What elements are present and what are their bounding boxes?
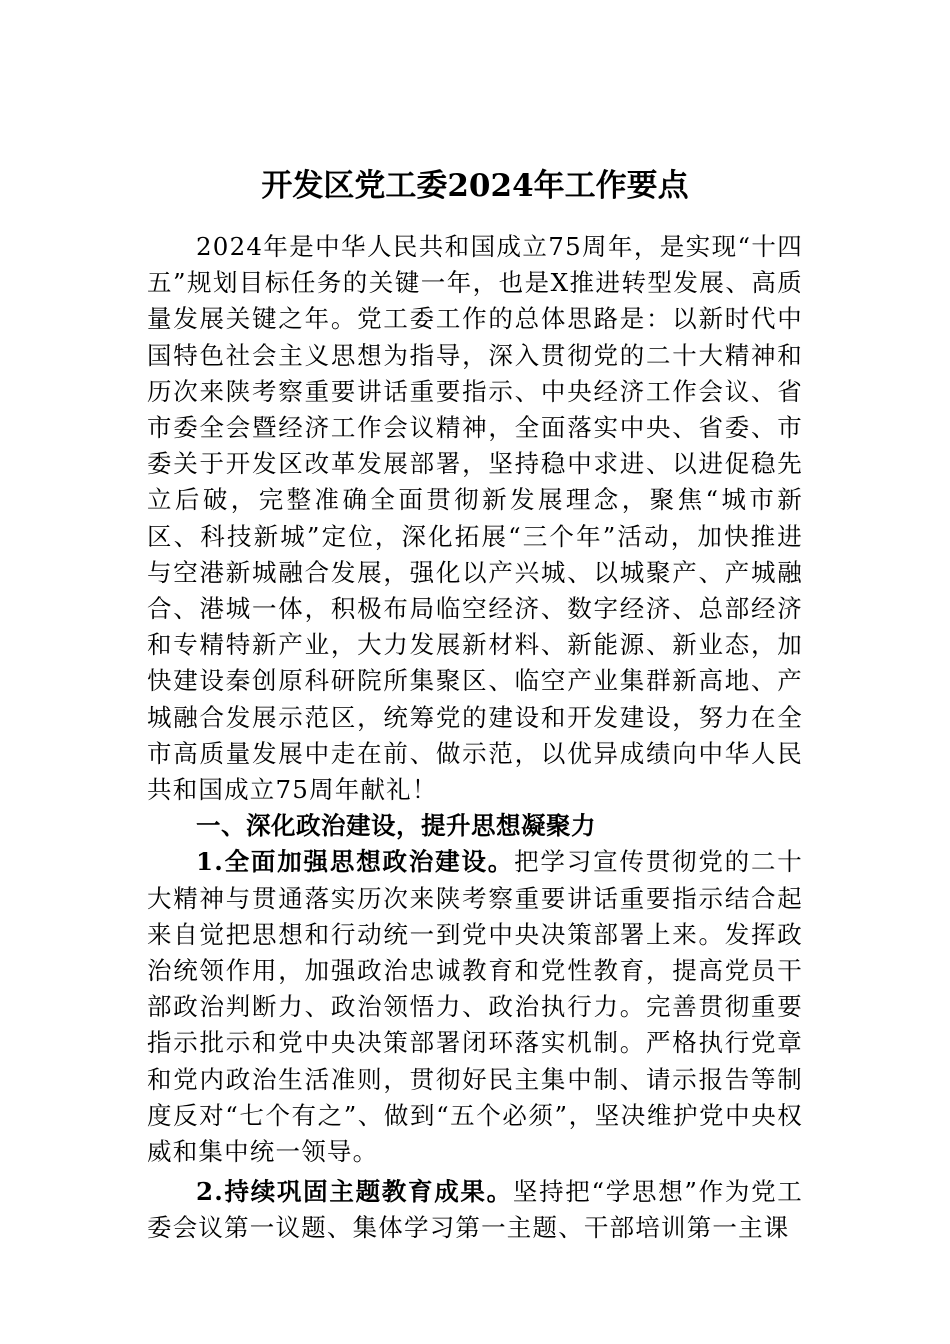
section-heading-1: 一、深化政治建设，提升思想凝聚力 bbox=[196, 811, 596, 841]
intro-paragraph: 2024年是中华人民共和国成立75周年，是实现“十四五”规划目标任务的关键一年，也是X推进转型发展、高质量发展关键之年。党工委工作的总体思路是：以新时代中国特色社会主义思想为指导，深入贯彻党的二十大精神和历次来陕考察重要讲话重要指示、中央经济工作会议、省市委全会暨经济工作会议精神，全面落实中央、省委、市委关于开发区改革发展部署，坚持稳中求进、以进促稳先立后破，完整准确全面贯彻新发展理念，聚焦“城市新区、科技新城”定位，深化拓展“三个年”活动，加快推进与空港新城融合发展，强化以产兴城、以城聚产、产城融合、港城一体，积极布局临空经济、数字经济、总部经济和专精特新产业，大力发展新材料、新能源、新业态，加快建设秦创原科研院所集聚区、临空产业集群新高地、产城融合发展示范区，统筹党的建设和开发建设，努力在全市高质量发展中走在前、做示范，以优异成绩向中华人民共和国成立75周年献礼！ bbox=[147, 232, 803, 805]
item-1-lead: 1.全面加强思想政治建设。 bbox=[196, 847, 515, 877]
document-body bbox=[147, 229, 803, 1247]
item-2-paragraph bbox=[147, 1174, 803, 1246]
item-1-text: 把学习宣传贯彻党的二十大精神与贯通落实历次来陕考察重要讲话重要指示结合起来自觉把思想和行动统一到党中央决策部署上来。发挥政治统领作用，加强政治忠诚教育和党性教育，提高党员干部政治判断力、政治领悟力、政治执行力。完善贯彻重要指示批示和党中央决策部署闭环落实机制。严格执行党章和党内政治生活准则，贯彻好民主集中制、请示报告等制度反对“七个有之”、做到“五个必须”，坚决维护党中央权威和集中统一领导。 bbox=[147, 847, 803, 1167]
document-title: 开发区党工委2024年工作要点 bbox=[261, 168, 689, 204]
item-1-paragraph bbox=[147, 844, 803, 1170]
item-2-lead: 2.持续巩固主题教育成果。 bbox=[196, 1177, 513, 1207]
item-2-text: 坚持把“学思想”作为党工委会议第一议题、集体学习第一主题、干部培训第一主课 bbox=[147, 1177, 803, 1243]
